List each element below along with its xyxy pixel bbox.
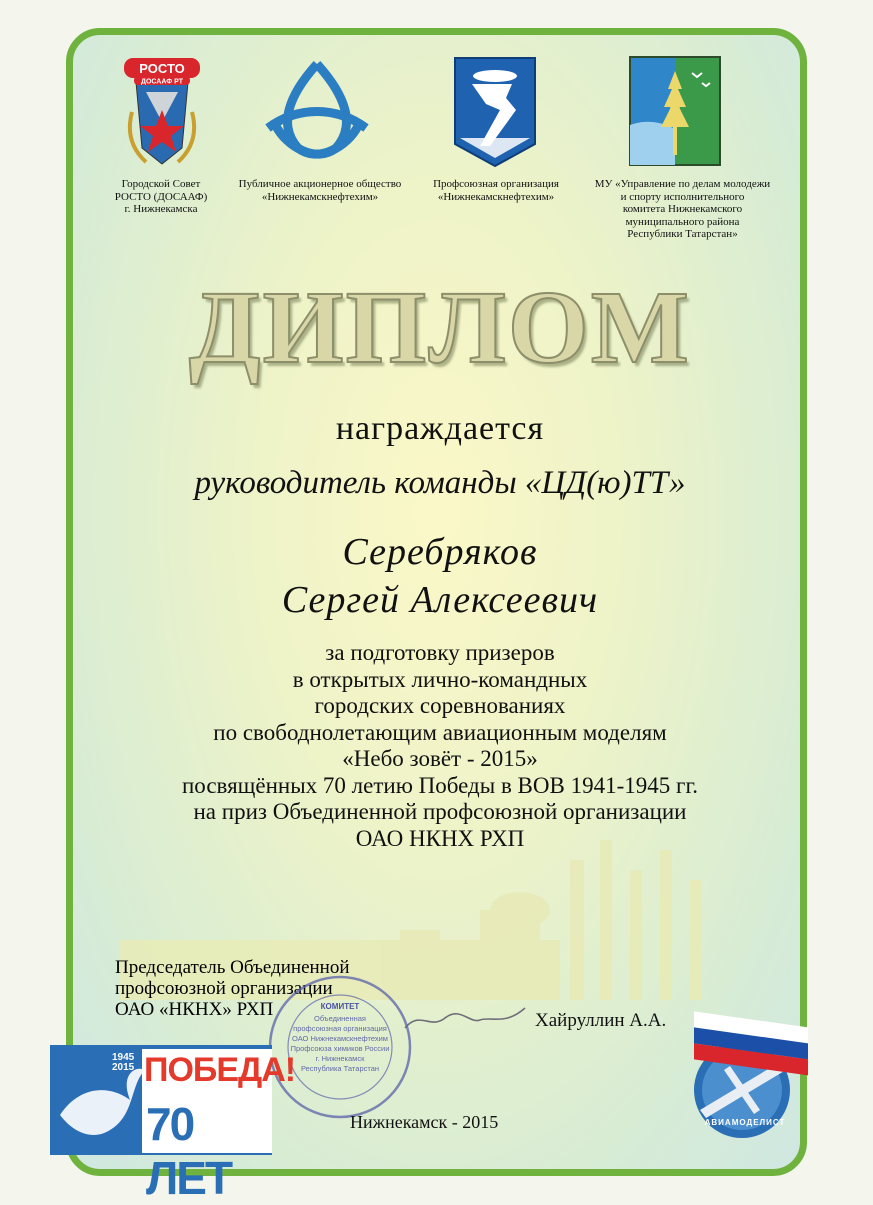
reason-line: посвящённых 70 летию Победы в ВОВ 1941-1945 гг. (181, 772, 699, 798)
year-end: 2015 (112, 1062, 135, 1073)
reason-line: «Небо зовёт - 2015» (342, 746, 538, 771)
nizhnekamskneftekhim-caption (225, 178, 415, 203)
rosto-dosaaf-logo (116, 52, 208, 172)
diploma-title: ДИПЛОМ (189, 270, 691, 385)
aeromodeller-label: АВИАМОДЕЛИСТ (704, 1118, 786, 1127)
year-start: 1945 (112, 1052, 135, 1063)
reason-line: на приз Объединенной профсоюзной организации (193, 799, 687, 824)
nizhnekamskneftekhim-logo (258, 56, 376, 166)
rosto-emblem-text: РОСТО (139, 61, 185, 76)
youth-sport-department-logo (628, 55, 722, 167)
stamp-line: профсоюзная организация (293, 1024, 387, 1033)
caption-line: «Нижнекамскнефтехим» (261, 190, 379, 203)
place-and-year: Нижнекамск - 2015 (350, 1112, 499, 1132)
caption-line: комитета Нижнекамского (622, 203, 743, 215)
awarded-text: награждается (335, 410, 545, 447)
trade-union-caption (420, 178, 572, 203)
stamp-line: Республика Татарстан (300, 1064, 380, 1073)
recipient-surname: Серебряков (342, 531, 538, 573)
reason-line: ОАО НКНХ РХП (355, 825, 525, 851)
rosto-caption (96, 178, 226, 216)
dove-icon (50, 1045, 150, 1155)
caption-line: Городской Совет (121, 178, 201, 190)
stamp-line: г. Нижнекамск (315, 1054, 365, 1063)
stamp-center-text (283, 1014, 397, 1074)
caption-line: Профсоюзная организация (433, 178, 559, 190)
caption-line: и спорту исполнительного (620, 190, 745, 203)
caption-line: Публичное акционерное общество (238, 178, 402, 190)
reason-line: городских соревнованиях (314, 693, 566, 718)
signatory-line: профсоюзной организации (115, 978, 333, 999)
signatory-line: ОАО «НКНХ» РХП (115, 999, 274, 1020)
victory-70-years: 70 ЛЕТ (146, 1098, 232, 1204)
reason-line: в открытых лично-командных (292, 666, 588, 692)
signatory-line: Председатель Объединенной (115, 957, 350, 978)
caption-line: МУ «Управление по делам молодежи (594, 178, 771, 190)
victory-70-badge (50, 1045, 296, 1204)
caption-line: муниципального района (625, 215, 740, 228)
dosaaf-emblem-text: ДОСААФ РТ (140, 78, 184, 86)
recipient-given-names: Сергей Алексеевич (281, 579, 599, 621)
stamp-line: Профсоюза химиков России (290, 1044, 390, 1053)
aeromodeller-badge (670, 1000, 810, 1140)
caption-line: «Нижнекамскнефтехим» (437, 190, 555, 203)
stamp-top-label: КОМИТЕТ (320, 1002, 360, 1011)
caption-line: РОСТО (ДОСААФ) (114, 190, 208, 203)
handwritten-signature (400, 1000, 530, 1040)
youth-sport-department-caption (585, 178, 780, 241)
signatory-name: Хайруллин А.А. (535, 1010, 667, 1031)
official-stamp (265, 972, 415, 1122)
stamp-line: ОАО Нижнекамскнефтехим (292, 1034, 388, 1043)
caption-line: г. Нижнекамска (124, 203, 198, 215)
recipient-role: руководитель команды «ЦД(ю)ТТ» (194, 465, 686, 501)
reason-line: по свободнолетающим авиационным моделям (213, 719, 667, 745)
victory-word: ПОБЕДА! (144, 1051, 296, 1089)
caption-line: Республики Татарстан» (627, 228, 738, 240)
award-reason (90, 640, 790, 852)
stamp-line: Объединенная (314, 1014, 366, 1023)
reason-line: за подготовку призеров (325, 640, 555, 665)
victory-years (112, 1053, 134, 1073)
trade-union-logo (450, 54, 540, 170)
